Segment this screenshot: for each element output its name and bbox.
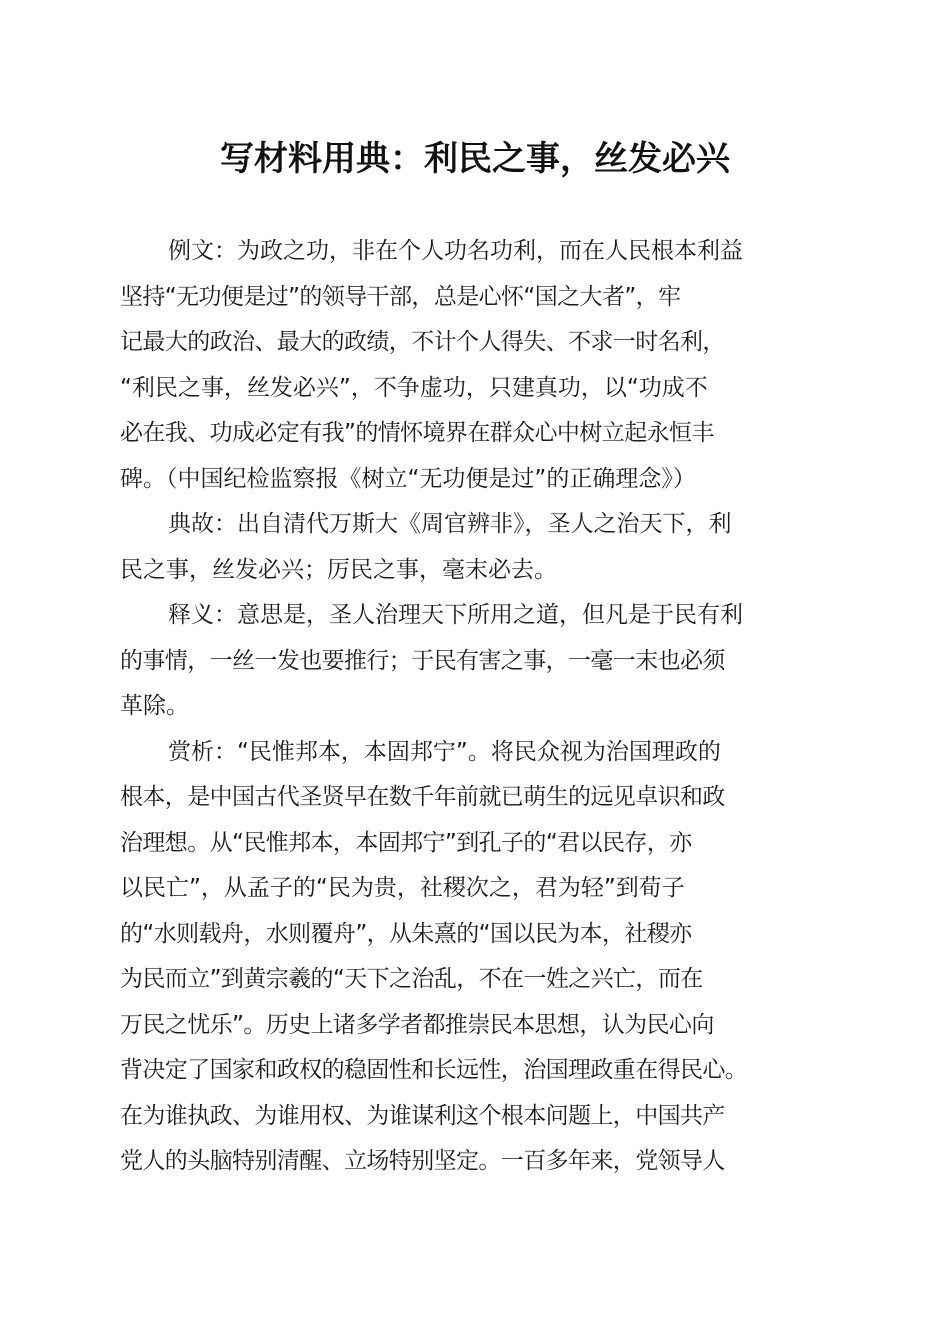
text-line: 在为谁执政、为谁用权、为谁谋利这个根本问题上，中国共产 [120,1102,725,1129]
text-line: 的“水则载舟，水则覆舟”，从朱熹的“国以民为本，社稷亦 [120,920,692,947]
text-line: 革除。 [120,693,189,719]
text-line: 碑。（中国纪检监察报《树立“无功便是过”的正确理念》） [120,465,696,492]
text-line: 典故：出自清代万斯大《周官辨非》，圣人之治天下，利 [168,511,732,537]
text-line: 为民而立”到黄宗羲的“天下之治乱，不在一姓之兴亡，而在 [120,966,703,992]
text-line: 的事情，一丝一发也要推行；于民有害之事，一毫一末也必须 [120,647,725,674]
text-line: 背决定了国家和政权的稳固性和长远性，治国理政重在得民心。 [120,1057,748,1083]
text-line: 以民亡”，从孟子的“民为贵，社稷次之，君为轻”到荀子 [120,875,685,901]
text-line: 治理想。从“民惟邦本，本固邦宁”到孔子的“君以民存，亦 [120,829,692,856]
text-line: 万民之忧乐”。历史上诸多学者都推崇民本思想，认为民心向 [120,1011,714,1038]
text-line: 党人的头脑特别清醒、立场特别坚定。一百多年来，党领导人 [120,1148,725,1174]
text-line: 赏析：“民惟邦本，本固邦宁”。将民众视为治国理政的 [168,738,721,765]
text-line: 记最大的政治、最大的政绩，不计个人得失、不求一时名利， [120,329,725,355]
document-body [120,229,836,1185]
text-line: 必在我、功成必定有我”的情怀境界在群众心中树立起永恒丰 [120,420,714,446]
document-title: 写材料用典：利民之事，丝发必兴 [220,139,730,179]
text-line: “利民之事，丝发必兴”，不争虚功，只建真功，以“功成不 [120,374,708,401]
text-line: 坚持“无功便是过”的领导干部，总是心怀“国之大者”，牢 [120,283,681,310]
text-line: 释义：意思是，圣人治理天下所用之道，但凡是于民有利 [168,602,743,628]
text-line: 根本，是中国古代圣贤早在数千年前就已萌生的远见卓识和政 [120,784,725,810]
text-line: 例文：为政之功，非在个人功名功利，而在人民根本利益 [168,238,743,264]
text-line: 民之事，丝发必兴；厉民之事，毫末必去。 [120,556,557,583]
